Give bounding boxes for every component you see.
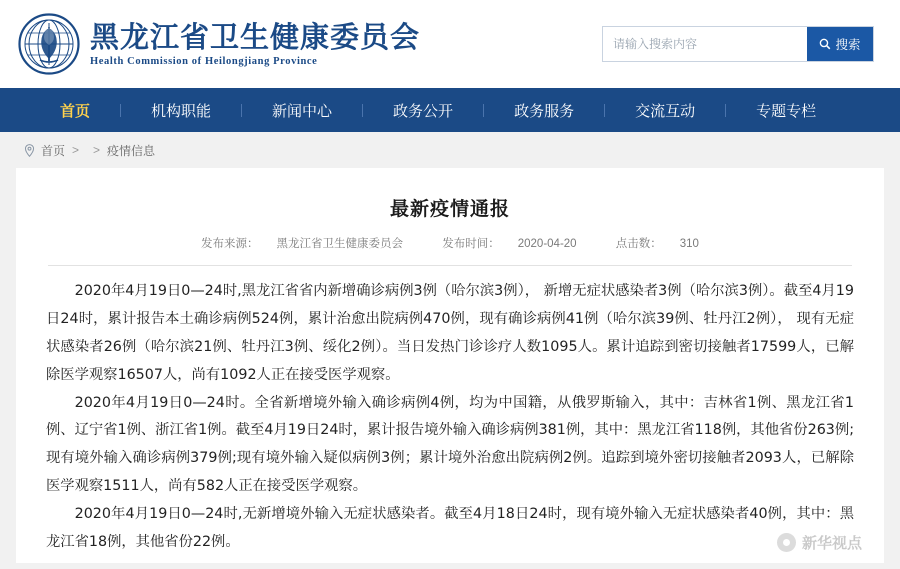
breadcrumb-separator-2: > [93,143,101,157]
meta-date-label: 发布时间： [442,238,500,250]
page-title: 最新疫情通报 [389,198,510,220]
meta-views-value: 310 [679,238,699,250]
who-emblem-icon [18,13,80,75]
article-divider [48,265,852,266]
nav-item-news[interactable]: 新闻中心 [272,101,333,120]
search-icon [819,38,831,50]
watermark [777,532,862,553]
breadcrumb-home[interactable]: 首页 [41,143,66,158]
breadcrumb-current[interactable]: 疫情信息 [107,143,156,158]
search-button[interactable] [807,27,873,61]
meta-views [607,238,708,250]
site-brand[interactable] [18,13,420,75]
location-pin-icon [24,144,35,157]
meta-views-label: 点击数： [615,238,662,250]
nav-item-home[interactable]: 首页 [60,101,91,120]
breadcrumb-separator: > [72,143,80,157]
search-button-label: 搜索 [835,37,861,52]
brand-title-en: Health Commission of Heilongjiang Province [90,56,318,68]
meta-date [433,238,585,250]
brand-text [90,21,420,67]
article-body [46,278,854,557]
nav-item-services[interactable]: 政务服务 [514,101,575,120]
main-nav [0,88,900,132]
meta-source-value: 黑龙江省卫生健康委员会 [276,238,404,250]
nav-item-topics[interactable]: 专题专栏 [756,101,817,120]
article-card [16,168,884,563]
meta-date-value: 2020-04-20 [517,238,577,250]
watermark-text: 新华视点 [801,534,862,552]
site-search[interactable] [602,26,874,62]
meta-source-label: 发布来源： [201,238,259,250]
article-paragraph: 2020年4月19日0—24时。全省新增境外输入确诊病例4例，均为中国籍，从俄罗斯输入，其中：吉林省1例、黑龙江省1例、辽宁省1例、浙江省1例。截至4月19日24时，累计报告境外输入确诊病例381例，其中：黑龙江省118例，其他省份263例;现有境外输入确诊病例379例;现有境外输入疑似病例3例；累计境外治愈出院病例2例。追踪到境外密切接触者2093人，已解除医学观察1511人，尚有582人正在接受医学观察。 [46,394,855,495]
nav-item-functions[interactable]: 机构职能 [151,101,212,120]
weibo-eye-icon [777,533,796,552]
site-header [0,0,900,88]
nav-item-disclosure[interactable]: 政务公开 [393,101,454,120]
article-paragraph: 2020年4月19日0—24时,无新增境外输入无症状感染者。截至4月18日24时，现有境外输入无症状感染者40例，其中：黑龙江省18例，其他省份22例。 [46,506,854,550]
article-paragraph: 2020年4月19日0—24时,黑龙江省省内新增确诊病例3例（哈尔滨3例）， 新增无症状感染者3例（哈尔滨3例）。截至4月19日24时，累计报告本土确诊病例524例，累计治愈出院病例470例，现有确诊病例41例（哈尔滨39例、牡丹江2例）， 现有无症状感染者26例（哈尔滨21例、牡丹江3例、绥化2例）。当日发热门诊诊疗人数1095人。累计追踪到密切接触者17599人，已解除医学观察16507人，尚有1092人正在接受医学观察。 [46,283,854,383]
breadcrumb [0,132,900,168]
article-meta [46,235,854,251]
brand-title-cn: 黑龙江省卫生健康委员会 [90,19,421,54]
meta-source [192,238,412,250]
nav-item-interaction[interactable]: 交流互动 [635,101,696,120]
search-input[interactable] [603,27,807,61]
